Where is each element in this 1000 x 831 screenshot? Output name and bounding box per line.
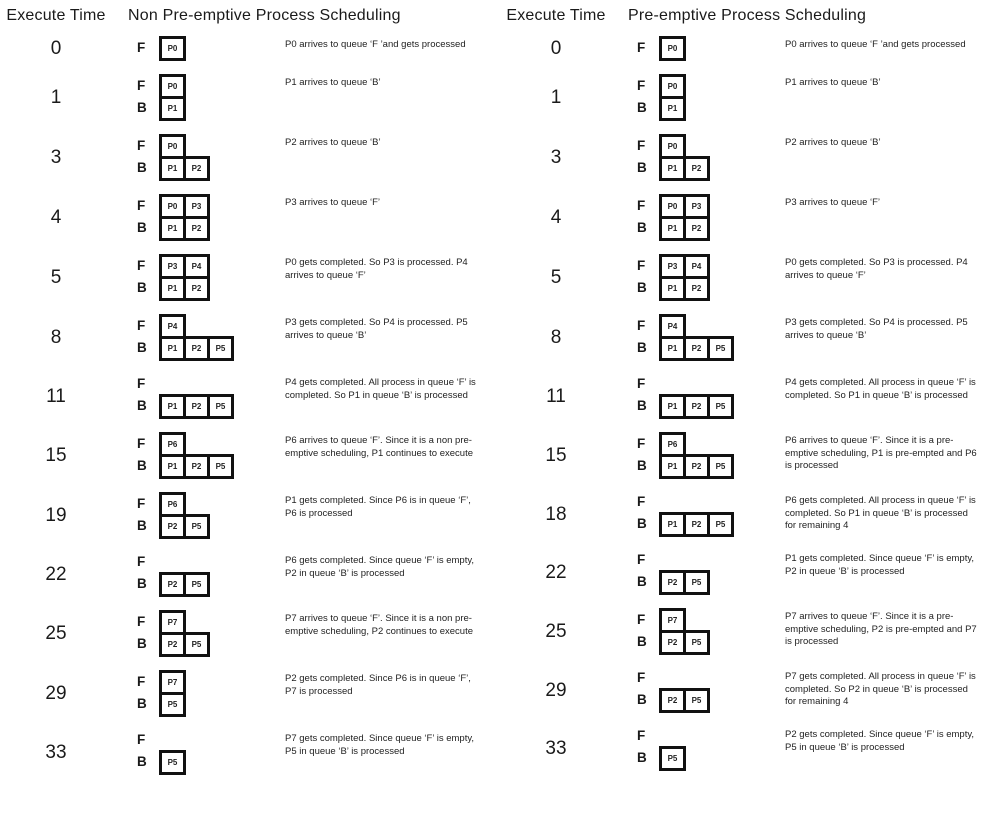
process-box: P1 <box>159 216 186 241</box>
background-queue-boxes <box>659 512 734 537</box>
background-queue-label: B <box>637 516 647 532</box>
schedule-row <box>0 374 500 419</box>
execute-time-value: 4 <box>550 207 562 228</box>
execute-time-value: 8 <box>50 327 62 348</box>
foreground-queue-row <box>137 730 285 750</box>
background-queue-boxes <box>159 514 210 539</box>
process-box: P1 <box>659 216 686 241</box>
foreground-queue-label: F <box>137 496 146 512</box>
schedule-row <box>500 374 1000 419</box>
row-description: P1 arrives to queue ‘B’ <box>285 77 381 88</box>
background-queue-row <box>637 570 785 595</box>
background-queue-boxes <box>659 746 686 771</box>
row-description: P7 arrives to queue ‘F’. Since it is a non pre-emptive scheduling, P2 continues to execute <box>285 613 474 637</box>
process-box: P1 <box>659 512 686 537</box>
row-description: P7 arrives to queue ‘F’. Since it is a pre-emptive scheduling, P2 is pre-empted and P7 is processed <box>785 611 977 648</box>
process-box: P3 <box>683 194 710 219</box>
background-queue-row <box>137 96 285 121</box>
background-queue-boxes <box>159 750 186 775</box>
process-box: P1 <box>159 276 186 301</box>
execute-time-value: 29 <box>545 680 567 701</box>
process-box: P6 <box>159 492 186 517</box>
background-queue-label: B <box>137 518 147 534</box>
background-queue-label: B <box>637 692 647 708</box>
background-queue-label: B <box>637 458 647 474</box>
foreground-queue-label: F <box>137 138 146 154</box>
process-box: P2 <box>159 632 186 657</box>
background-queue-row <box>137 394 285 419</box>
schedule-row <box>0 36 500 61</box>
queue-diagram <box>137 610 285 657</box>
background-queue-boxes <box>159 216 210 241</box>
execute-time-value: 25 <box>45 623 67 644</box>
foreground-queue-row <box>637 492 785 512</box>
process-box: P5 <box>183 632 210 657</box>
process-box: P2 <box>683 276 710 301</box>
process-box: P2 <box>683 216 710 241</box>
process-box: P5 <box>159 750 186 775</box>
background-queue-label: B <box>137 398 147 414</box>
process-box: P1 <box>159 156 186 181</box>
background-queue-label: B <box>637 750 647 766</box>
background-queue-label: B <box>637 280 647 296</box>
process-box: P5 <box>683 570 710 595</box>
background-queue-boxes <box>659 96 686 121</box>
execute-time-value: 22 <box>545 562 567 583</box>
foreground-queue-label: F <box>637 493 646 509</box>
foreground-queue-label: F <box>637 78 646 94</box>
background-queue-boxes <box>159 632 210 657</box>
background-queue-boxes <box>659 156 710 181</box>
foreground-queue-row <box>637 36 785 61</box>
process-box: P0 <box>159 194 186 219</box>
background-queue-label: B <box>137 340 147 356</box>
queue-diagram <box>137 492 285 539</box>
foreground-queue-row <box>637 726 785 746</box>
background-queue-boxes <box>159 572 210 597</box>
queue-diagram <box>637 314 785 361</box>
process-box: P2 <box>683 336 710 361</box>
schedule-row <box>0 552 500 597</box>
execute-time-header: Execute Time <box>506 7 606 24</box>
process-box: P4 <box>683 254 710 279</box>
execute-time-value: 1 <box>50 87 62 108</box>
process-box: P6 <box>659 432 686 457</box>
background-queue-row <box>137 454 285 479</box>
foreground-queue-label: F <box>137 614 146 630</box>
foreground-queue-label: F <box>137 258 146 274</box>
foreground-queue-boxes <box>659 36 686 61</box>
foreground-queue-label: F <box>637 138 646 154</box>
schedule-row <box>500 726 1000 771</box>
queue-diagram <box>137 314 285 361</box>
process-box: P5 <box>683 630 710 655</box>
execute-time-value: 0 <box>50 38 62 59</box>
process-box: P3 <box>183 194 210 219</box>
process-box: P1 <box>659 394 686 419</box>
background-queue-label: B <box>137 696 147 712</box>
process-box: P6 <box>159 432 186 457</box>
foreground-queue-label: F <box>137 78 146 94</box>
process-box: P5 <box>659 746 686 771</box>
background-queue-boxes <box>159 454 234 479</box>
foreground-queue-label: F <box>137 375 146 391</box>
schedule-row <box>500 492 1000 537</box>
process-box: P4 <box>159 314 186 339</box>
process-box: P2 <box>683 512 710 537</box>
foreground-queue-label: F <box>137 318 146 334</box>
background-queue-row <box>637 512 785 537</box>
process-box: P2 <box>683 394 710 419</box>
schedule-row <box>0 492 500 539</box>
foreground-queue-label: F <box>137 40 146 56</box>
row-description: P2 gets completed. Since queue ‘F’ is empty, P5 in queue ‘B’ is processed <box>785 729 975 753</box>
process-box: P5 <box>207 454 234 479</box>
queue-diagram <box>137 134 285 181</box>
process-box: P1 <box>659 276 686 301</box>
schedule-row <box>500 668 1000 713</box>
background-queue-boxes <box>659 570 710 595</box>
background-queue-label: B <box>137 220 147 236</box>
background-queue-row <box>137 750 285 775</box>
execute-time-value: 33 <box>545 738 567 759</box>
background-queue-label: B <box>137 636 147 652</box>
process-box: P5 <box>707 512 734 537</box>
panel-preemptive <box>500 7 1000 788</box>
schedule-row <box>0 134 500 181</box>
queue-diagram <box>137 254 285 301</box>
foreground-queue-label: F <box>137 553 146 569</box>
execute-time-value: 11 <box>46 386 66 407</box>
background-queue-label: B <box>137 754 147 770</box>
foreground-queue-row <box>137 552 285 572</box>
background-queue-row <box>637 96 785 121</box>
process-box: P5 <box>207 394 234 419</box>
row-description: P7 gets completed. All process in queue ‘F’ is completed. So P2 in queue ‘B’ is processed for remaining 4 <box>785 671 976 708</box>
panel-title: Non Pre-emptive Process Scheduling <box>128 7 401 24</box>
foreground-queue-label: F <box>637 318 646 334</box>
background-queue-row <box>637 746 785 771</box>
execute-time-value: 33 <box>45 742 67 763</box>
process-box: P0 <box>159 36 186 61</box>
queue-diagram <box>637 492 785 537</box>
background-queue-boxes <box>659 688 710 713</box>
background-queue-row <box>137 276 285 301</box>
process-box: P5 <box>707 394 734 419</box>
background-queue-row <box>137 216 285 241</box>
background-queue-boxes <box>159 276 210 301</box>
background-queue-row <box>637 394 785 419</box>
schedule-row <box>0 730 500 775</box>
background-queue-boxes <box>659 630 710 655</box>
execute-time-value: 18 <box>545 504 567 525</box>
row-description: P1 arrives to queue ‘B’ <box>785 77 881 88</box>
foreground-queue-row <box>637 668 785 688</box>
foreground-queue-label: F <box>637 436 646 452</box>
process-box: P2 <box>183 394 210 419</box>
execute-time-value: 5 <box>550 267 562 288</box>
foreground-queue-row <box>637 374 785 394</box>
queue-diagram <box>137 194 285 241</box>
schedule-row <box>500 254 1000 301</box>
execute-time-value: 3 <box>50 147 62 168</box>
row-description: P0 gets completed. So P3 is processed. P4 arrives to queue ‘F’ <box>285 257 468 281</box>
background-queue-row <box>137 514 285 539</box>
background-queue-label: B <box>637 220 647 236</box>
process-box: P2 <box>159 572 186 597</box>
foreground-queue-row <box>637 550 785 570</box>
schedule-row <box>500 314 1000 361</box>
background-queue-label: B <box>637 398 647 414</box>
process-box: P1 <box>159 336 186 361</box>
process-box: P0 <box>159 74 186 99</box>
schedule-row <box>500 432 1000 479</box>
queue-diagram <box>637 134 785 181</box>
execute-time-value: 3 <box>550 147 562 168</box>
queue-diagram <box>137 730 285 775</box>
process-box: P5 <box>707 454 734 479</box>
queue-diagram <box>637 194 785 241</box>
queue-diagram <box>637 550 785 595</box>
execute-time-value: 8 <box>550 327 562 348</box>
process-box: P1 <box>159 394 186 419</box>
process-box: P0 <box>659 36 686 61</box>
row-description: P3 arrives to queue ‘F’ <box>785 197 881 208</box>
process-box: P3 <box>159 254 186 279</box>
process-box: P2 <box>159 514 186 539</box>
process-box: P4 <box>659 314 686 339</box>
foreground-queue-label: F <box>637 40 646 56</box>
foreground-queue-label: F <box>637 198 646 214</box>
background-queue-row <box>137 692 285 717</box>
background-queue-label: B <box>137 100 147 116</box>
execute-time-value: 0 <box>550 38 562 59</box>
queue-diagram <box>137 670 285 717</box>
background-queue-row <box>637 216 785 241</box>
background-queue-boxes <box>159 96 186 121</box>
background-queue-label: B <box>637 100 647 116</box>
background-queue-row <box>637 276 785 301</box>
background-queue-label: B <box>137 458 147 474</box>
execute-time-header: Execute Time <box>6 7 106 24</box>
background-queue-label: B <box>637 340 647 356</box>
row-description: P6 gets completed. Since queue ‘F’ is empty, P2 in queue ‘B’ is processed <box>285 555 475 579</box>
row-description: P2 arrives to queue ‘B’ <box>785 137 881 148</box>
background-queue-row <box>137 632 285 657</box>
schedule-row <box>500 608 1000 655</box>
queue-diagram <box>637 74 785 121</box>
row-description: P0 arrives to queue ‘F ’and gets processed <box>285 39 466 50</box>
process-box: P7 <box>659 608 686 633</box>
background-queue-label: B <box>137 160 147 176</box>
row-description: P4 gets completed. All process in queue ‘F’ is completed. So P1 in queue ‘B’ is processed <box>285 377 476 401</box>
row-description: P6 arrives to queue ‘F’. Since it is a pre-emptive scheduling, P1 is pre-empted and P6 is processed <box>785 435 977 472</box>
background-queue-label: B <box>637 634 647 650</box>
queue-diagram <box>637 432 785 479</box>
process-box: P7 <box>159 610 186 635</box>
foreground-queue-label: F <box>137 436 146 452</box>
execute-time-value: 15 <box>545 445 567 466</box>
background-queue-boxes <box>659 216 710 241</box>
background-queue-boxes <box>159 692 186 717</box>
process-box: P2 <box>183 216 210 241</box>
process-box: P2 <box>659 688 686 713</box>
schedule-row <box>500 550 1000 595</box>
background-queue-row <box>137 156 285 181</box>
queue-diagram <box>137 374 285 419</box>
foreground-queue-boxes <box>159 36 186 61</box>
schedule-rows <box>500 36 1000 771</box>
foreground-queue-label: F <box>637 727 646 743</box>
foreground-queue-label: F <box>637 258 646 274</box>
foreground-queue-label: F <box>637 375 646 391</box>
background-queue-row <box>637 454 785 479</box>
schedule-row <box>500 74 1000 121</box>
schedule-row <box>500 36 1000 61</box>
process-box: P1 <box>659 96 686 121</box>
queue-diagram <box>637 726 785 771</box>
schedule-row <box>500 194 1000 241</box>
row-description: P1 gets completed. Since P6 is in queue ‘F’, P6 is processed <box>285 495 471 519</box>
process-box: P2 <box>659 570 686 595</box>
row-description: P1 gets completed. Since queue ‘F’ is empty, P2 in queue ‘B’ is processed <box>785 553 975 577</box>
background-queue-boxes <box>159 156 210 181</box>
process-box: P5 <box>183 572 210 597</box>
execute-time-value: 15 <box>45 445 67 466</box>
process-box: P1 <box>159 96 186 121</box>
background-queue-boxes <box>659 336 734 361</box>
panel-title: Pre-emptive Process Scheduling <box>628 7 867 24</box>
row-description: P0 arrives to queue ‘F ’and gets processed <box>785 39 966 50</box>
background-queue-row <box>137 336 285 361</box>
process-box: P5 <box>159 692 186 717</box>
process-box: P0 <box>159 134 186 159</box>
background-queue-row <box>637 630 785 655</box>
process-box: P5 <box>183 514 210 539</box>
background-queue-row <box>637 688 785 713</box>
queue-diagram <box>137 74 285 121</box>
execute-time-value: 22 <box>45 564 67 585</box>
queue-diagram <box>137 432 285 479</box>
process-box: P0 <box>659 134 686 159</box>
queue-diagram <box>637 36 785 61</box>
row-description: P3 arrives to queue ‘F’ <box>285 197 381 208</box>
foreground-queue-label: F <box>637 612 646 628</box>
process-box: P0 <box>659 74 686 99</box>
background-queue-label: B <box>637 574 647 590</box>
process-box: P2 <box>683 156 710 181</box>
foreground-queue-label: F <box>137 731 146 747</box>
background-queue-label: B <box>137 576 147 592</box>
row-description: P2 arrives to queue ‘B’ <box>285 137 381 148</box>
process-box: P1 <box>659 454 686 479</box>
row-description: P6 gets completed. All process in queue ‘F’ is completed. So P1 in queue ‘B’ is processed for remaining 4 <box>785 495 976 532</box>
foreground-queue-row <box>137 36 285 61</box>
schedule-rows <box>0 36 500 775</box>
process-box: P3 <box>659 254 686 279</box>
row-description: P4 gets completed. All process in queue ‘F’ is completed. So P1 in queue ‘B’ is processed <box>785 377 976 401</box>
background-queue-boxes <box>659 394 734 419</box>
foreground-queue-label: F <box>137 198 146 214</box>
execute-time-value: 4 <box>50 207 62 228</box>
row-description: P6 arrives to queue ‘F’. Since it is a non pre-emptive scheduling, P1 continues to execute <box>285 435 474 459</box>
process-box: P4 <box>183 254 210 279</box>
background-queue-boxes <box>159 394 234 419</box>
background-queue-row <box>637 336 785 361</box>
row-description: P3 gets completed. So P4 is processed. P5 arrives to queue ‘B’ <box>285 317 468 341</box>
process-box: P1 <box>659 336 686 361</box>
row-description: P3 gets completed. So P4 is processed. P5 arrives to queue ‘B’ <box>785 317 968 341</box>
process-box: P2 <box>683 454 710 479</box>
row-description: P0 gets completed. So P3 is processed. P4 arrives to queue ‘F’ <box>785 257 968 281</box>
schedule-row <box>0 610 500 657</box>
panel-header <box>500 7 1000 25</box>
execute-time-value: 1 <box>550 87 562 108</box>
row-description: P7 gets completed. Since queue ‘F’ is empty, P5 in queue ‘B’ is processed <box>285 733 475 757</box>
process-box: P2 <box>183 454 210 479</box>
foreground-queue-label: F <box>637 551 646 567</box>
schedule-row <box>0 670 500 717</box>
execute-time-value: 25 <box>545 621 567 642</box>
row-description: P2 gets completed. Since P6 is in queue ‘F’, P7 is processed <box>285 673 471 697</box>
schedule-row <box>0 74 500 121</box>
schedule-row <box>0 254 500 301</box>
queue-diagram <box>637 374 785 419</box>
process-box: P2 <box>183 336 210 361</box>
process-box: P2 <box>183 156 210 181</box>
schedule-row <box>0 194 500 241</box>
process-box: P5 <box>707 336 734 361</box>
process-box: P1 <box>159 454 186 479</box>
execute-time-value: 19 <box>45 505 67 526</box>
panel-header <box>0 7 500 25</box>
process-box: P1 <box>659 156 686 181</box>
background-queue-row <box>137 572 285 597</box>
schedule-row <box>0 432 500 479</box>
process-box: P2 <box>183 276 210 301</box>
foreground-queue-label: F <box>137 674 146 690</box>
process-box: P0 <box>659 194 686 219</box>
foreground-queue-label: F <box>637 669 646 685</box>
execute-time-value: 5 <box>50 267 62 288</box>
foreground-queue-row <box>137 374 285 394</box>
queue-diagram <box>137 36 285 61</box>
queue-diagram <box>137 552 285 597</box>
background-queue-row <box>637 156 785 181</box>
schedule-row <box>500 134 1000 181</box>
panel-non-preemptive <box>0 7 500 788</box>
queue-diagram <box>637 254 785 301</box>
process-box: P5 <box>207 336 234 361</box>
queue-diagram <box>637 668 785 713</box>
background-queue-boxes <box>659 454 734 479</box>
execute-time-value: 29 <box>45 683 67 704</box>
process-box: P5 <box>683 688 710 713</box>
background-queue-label: B <box>637 160 647 176</box>
background-queue-label: B <box>137 280 147 296</box>
background-queue-boxes <box>159 336 234 361</box>
queue-diagram <box>637 608 785 655</box>
process-box: P7 <box>159 670 186 695</box>
execute-time-value: 11 <box>546 386 566 407</box>
process-box: P2 <box>659 630 686 655</box>
background-queue-boxes <box>659 276 710 301</box>
schedule-row <box>0 314 500 361</box>
